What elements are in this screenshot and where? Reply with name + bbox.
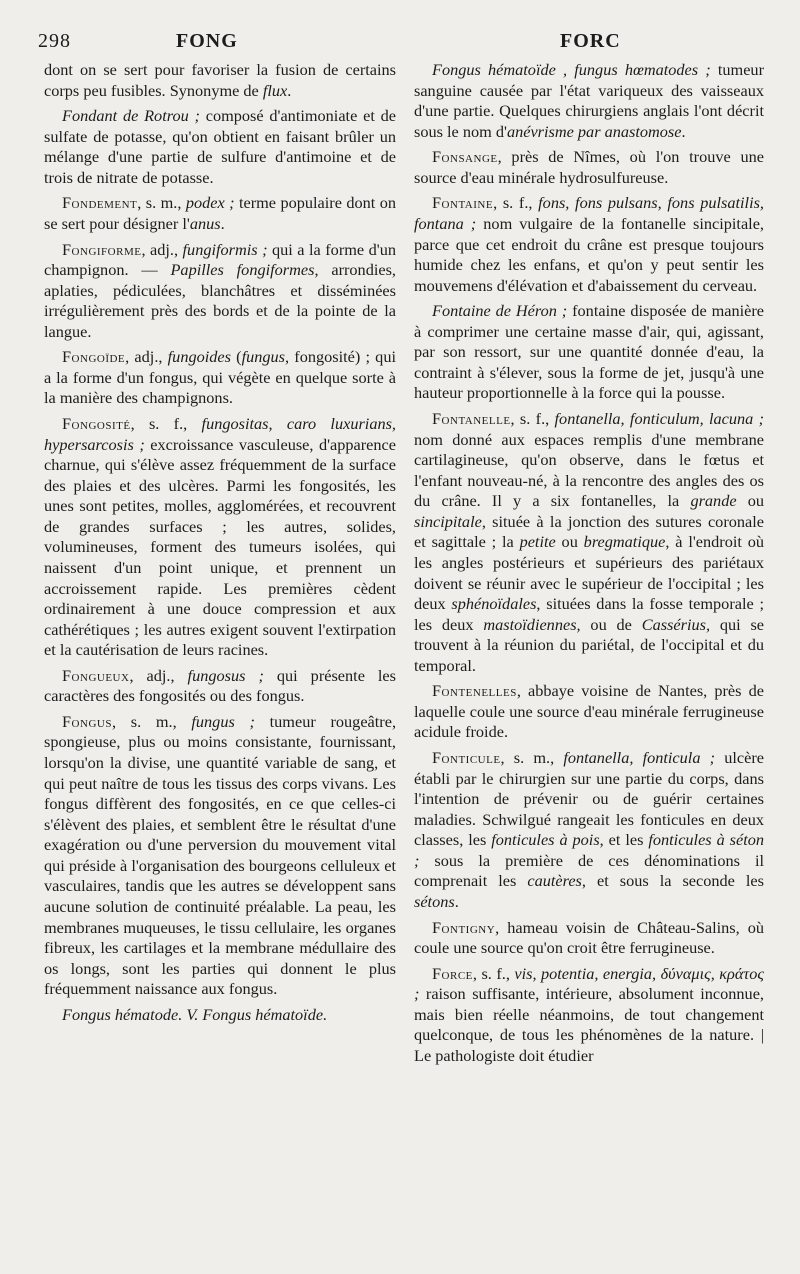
italic-text: flux xyxy=(262,80,288,100)
entry-text: fontaine disposée de manière à comprimer une certaine masse d'air, qui, agissant, par son ressort, sur une quantité donnée d'eau, la contraint à s'élever, sous la forme de jet, jusqu'à une hauteur proportionnelle à la force qui la pousse. xyxy=(414,301,764,403)
italic-text: fungosus ; xyxy=(187,665,264,685)
italic-text: Fontaine de Héron ; xyxy=(432,301,568,321)
page-header xyxy=(38,30,770,56)
italic-text: Cassérius, xyxy=(641,614,711,634)
entry-headword: Fonticule xyxy=(432,748,501,767)
italic-text: fungus xyxy=(241,347,286,367)
dictionary-entry xyxy=(414,193,764,296)
entry-text: , s. m., xyxy=(137,193,186,213)
entry-headword: Fontaine xyxy=(432,193,494,213)
entry-text: ( xyxy=(230,347,242,367)
entry-text: , adj., xyxy=(129,665,188,685)
entry-text: , près de Nîmes, où l'on trouve une source d'eau minérale hydrosulfureuse. xyxy=(414,147,764,187)
entry-text: ou xyxy=(555,532,584,552)
dictionary-entry xyxy=(414,748,764,913)
italic-text: fons, fons pulsans, fons pulsatilis, fontana ; xyxy=(414,193,764,233)
italic-text: bregmatique xyxy=(583,532,666,552)
entry-text: , adj., xyxy=(125,347,168,367)
entry-text: . xyxy=(287,80,292,100)
dictionary-entry xyxy=(414,147,764,188)
entry-headword: Fontigny xyxy=(432,917,496,937)
entry-text: , fongosité) ; qui a la forme d'un fongus, qui végète en quelque sorte à la manière des champignons. xyxy=(44,347,396,408)
entry-text: , s. f., xyxy=(130,414,202,433)
dictionary-entry xyxy=(44,347,396,409)
entry-text: tumeur rougeâtre, spongieuse, plus ou moins consistante, fournissant, lorsqu'on la divise, une quantité variable de sang, et qui peut naître de tous les tissus des corps vivans. Les fongus diffèrent des fongosités, en ce que celles-ci s'élèvent des plaies, et semblent être le résultat d'une exagération ou d'une perversion du mouvement vital qui préside à l'organisation des bourgeons celluleux et vasculaires, tandis que les autres se développent sans aucune solution de continuité préalable. La peau, les membranes muqueuses, le tissu cellulaire, les organes fibreux, les cartilages et la membrane médullaire des os longs, sont les parties qui donnent le plus fréquemment naissance aux fongus. xyxy=(44,711,397,999)
entry-headword: Fontanelle xyxy=(432,409,511,428)
italic-text: podex ; xyxy=(185,193,235,213)
entry-headword: Fongosité xyxy=(62,414,131,433)
entry-text: sous la première de ces dénominations il comprenait les xyxy=(414,850,764,891)
entry-headword: Force xyxy=(432,963,473,983)
entry-headword: Fonsange xyxy=(432,147,498,167)
entry-headword: Fondement xyxy=(62,193,138,213)
italic-text: fungositas, caro luxurians, hypersarcosis ; xyxy=(44,414,397,454)
entry-text: , s. m., xyxy=(500,748,564,767)
entry-text: qui se trouvent à la réunion du pariétal, de l'occipital et du temporal. xyxy=(414,614,765,675)
italic-text: vis, potentia, energia, δύναμις, κράτος ; xyxy=(414,963,764,1004)
entry-headword: Fongiforme xyxy=(62,239,142,259)
left-column xyxy=(44,60,396,1030)
entry-text: , à l'endroit où les angles postérieurs et supérieurs des pariétaux doivent se réunir avec le supérieur de l'occipital ; les deux xyxy=(414,532,764,614)
dictionary-entry xyxy=(44,712,396,1000)
italic-text: sétons xyxy=(414,891,455,911)
italic-text: fungus ; xyxy=(191,711,255,731)
entry-text: nom vulgaire de la fontanelle sincipitale, parce que cet endroit du crâne est presque toujours humide chez les enfans, et qu'on y peut sentir les mouvemens d'élévation et d'abaissement du cerveau. xyxy=(414,213,765,295)
entry-headword: Fontenelles xyxy=(432,681,517,701)
italic-text: petite xyxy=(519,532,556,552)
italic-text: fonticules à séton ; xyxy=(414,830,765,870)
italic-text: anévrisme par anastomose xyxy=(506,121,682,141)
right-running-head: FORC xyxy=(560,30,621,52)
entry-text: , abbaye voisine de Nantes, près de laquelle coule une source d'eau minérale ferrugineuse acidule froide. xyxy=(414,681,764,742)
entry-text: , s. m., xyxy=(111,711,192,731)
dictionary-entry xyxy=(414,301,764,404)
entry-text: qui a la forme d'un champignon. — xyxy=(44,239,396,280)
entry-text: . xyxy=(454,891,459,911)
entry-headword: Fongoïde xyxy=(62,347,126,367)
page-number: 298 xyxy=(38,30,71,52)
dictionary-entry xyxy=(44,193,396,234)
dictionary-entry xyxy=(414,918,764,959)
dictionary-entry xyxy=(44,414,396,661)
entry-text: , hameau voisin de Château-Salins, où coule une source qu'on croit être ferrugineuse. xyxy=(414,917,764,958)
italic-text: mastoïdiennes, xyxy=(483,614,581,634)
entry-text: ulcère établi par le chirurgien sur une partie du corps, dans l'intention de prévenir ou de guérir certaines maladies. Schwilgué rangeait les fonticules en deux classes, les xyxy=(414,748,764,850)
italic-text: Fondant de Rotrou ; xyxy=(62,106,200,126)
entry-text: . xyxy=(681,121,686,141)
entry-text: , adj., xyxy=(141,239,183,259)
dictionary-entry xyxy=(44,60,396,101)
dictionary-entry xyxy=(44,240,396,343)
italic-text: Fongus hématoïde , fungus hœmatodes ; xyxy=(432,60,711,79)
entry-text: , s. f., xyxy=(472,963,515,983)
dictionary-entry xyxy=(44,106,396,188)
entry-text: qui présente les caractères des fongosités ou des fongus. xyxy=(44,665,396,706)
dictionary-entry xyxy=(414,60,764,142)
entry-text: nom donné aux espaces remplis d'une membrane cartilagineuse, qu'on observe, dans le fœtus et l'enfant nouveau-né, à la rencontre des angles des os du crâne. Il y a six fontanelles, la xyxy=(414,429,764,511)
entry-text: , s. f., xyxy=(510,409,555,428)
entry-text: , arrondies, aplaties, pédiculées, blanchâtres et disséminées irrégulièrement près des bords et de la pointe de la langue. xyxy=(44,260,396,341)
entry-text: , situées dans la fosse temporale ; les deux xyxy=(414,594,764,634)
right-column xyxy=(414,60,764,1071)
entry-text: , s. f., xyxy=(493,193,539,213)
italic-text: Fongus hématode. V. Fongus hématoïde. xyxy=(62,1004,328,1024)
entry-text: excroissance vasculeuse, d'apparence charnue, qui s'élève assez fréquemment de la surface des plaies et des ulcères. Parmi les fongosités, les unes sont petites, molles, agglomérées, et recouvrent de grandes surfaces ; les autres, solides, volumineuses, forment des tumeurs isolées, qui naissent d'un point unique, et prennent un accroissement rapide. Les premières cèdent ordinairement à une douce compression et aux cathérétiques ; les autres exigent souvent l'extirpation et la cautérisation de leurs racines. xyxy=(44,434,396,660)
entry-text: . xyxy=(220,213,225,233)
dictionary-entry xyxy=(414,964,764,1067)
entry-text: , et les xyxy=(599,830,649,850)
dictionary-entry xyxy=(44,666,396,707)
entry-text: raison suffisante, intérieure, absolument inconnue, mais bien réelle néanmoins, de tout changement quelconque, de tous les phénomènes de la nature. | Le pathologiste doit étudier xyxy=(414,984,764,1065)
dictionary-entry xyxy=(414,409,764,676)
dictionary-entry xyxy=(44,1005,396,1026)
italic-text: Papilles fongiformes xyxy=(170,260,315,280)
entry-text: , située à la jonction des sutures coronale et sagittale ; la xyxy=(414,511,764,552)
italic-text: fontanella, fonticula ; xyxy=(563,748,716,767)
italic-text: fungiformis ; xyxy=(182,239,268,259)
italic-text: sincipitale xyxy=(414,511,482,531)
entry-text: ou xyxy=(736,491,765,511)
entry-text: composé d'antimoniate et de sulfate de potasse, qu'on obtient en faisant brûler un mélange d'une partie de sulfure d'antimoine et de trois de nitrate de potasse. xyxy=(44,106,396,187)
entry-headword: Fongueux xyxy=(62,665,130,685)
italic-text: grande xyxy=(690,491,737,511)
entry-text: terme populaire dont on se sert pour désigner l' xyxy=(44,193,396,233)
entry-text: , et sous la seconde les xyxy=(581,871,764,891)
italic-text: anus xyxy=(189,213,221,233)
left-running-head: FONG xyxy=(176,30,238,52)
entry-text: tumeur sanguine causée par l'état variqueux des vaisseaux d'une partie. Quelques chirurgiens anglais l'ont décrit sous le nom d' xyxy=(414,60,764,141)
dictionary-entry xyxy=(414,681,764,743)
italic-text: fontanella, fonticulum, lacuna ; xyxy=(554,409,765,428)
entry-headword: Fongus xyxy=(62,711,112,731)
italic-text: cautères xyxy=(527,871,582,891)
italic-text: fungoides xyxy=(167,347,231,367)
entry-text: ou de xyxy=(580,614,642,634)
italic-text: fonticules à pois xyxy=(491,830,600,850)
entry-text: dont on se sert pour favoriser la fusion de certains corps peu fusibles. Synonyme de xyxy=(44,60,396,100)
italic-text: sphénoïdales xyxy=(451,594,537,614)
